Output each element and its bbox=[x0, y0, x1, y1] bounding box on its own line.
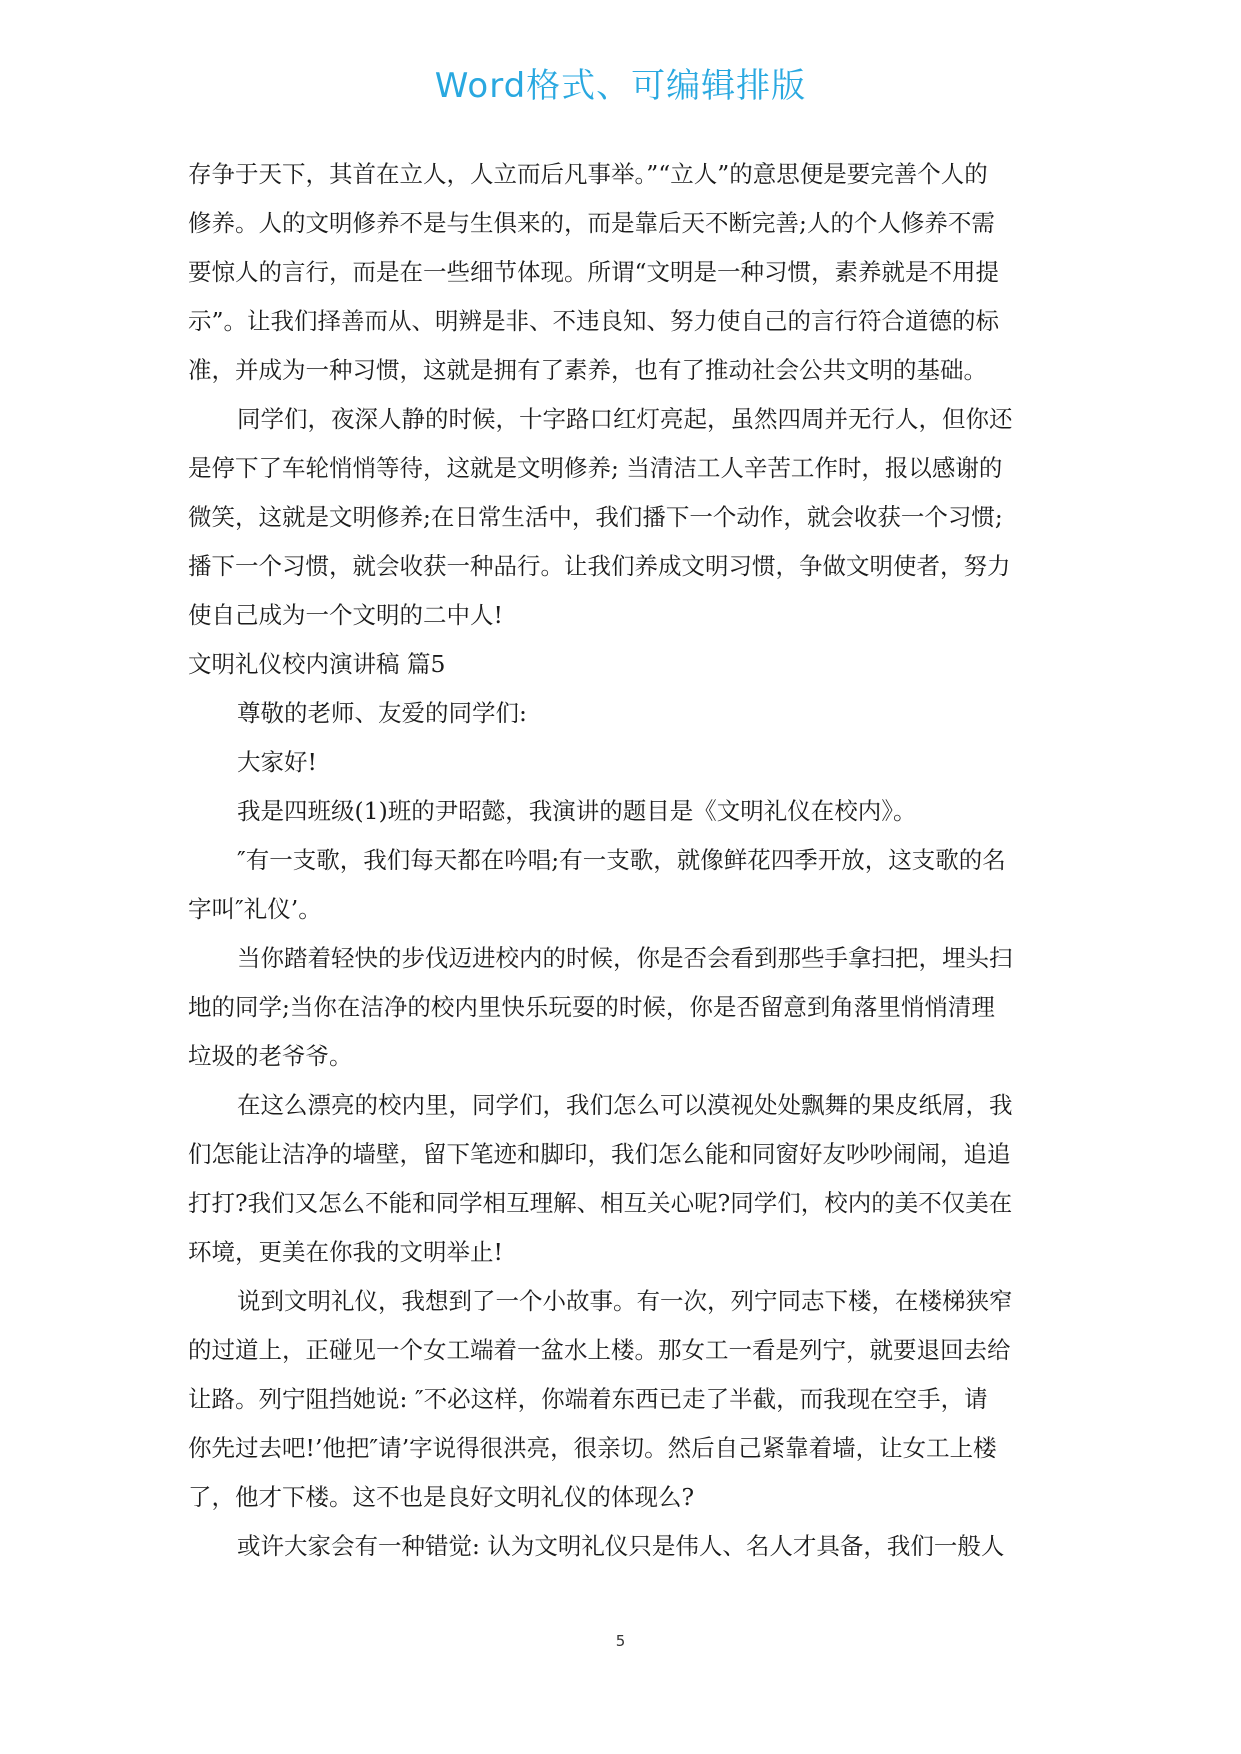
body-line: 说到文明礼仪，我想到了一个小故事。有一次，列宁同志下楼，在楼梯狭窄 bbox=[237, 1287, 1013, 1315]
body-line: 我是四班级(1)班的尹昭懿，我演讲的题目是《文明礼仪在校内》。 bbox=[237, 797, 917, 825]
body-line: 字叫″礼仪’。 bbox=[188, 895, 322, 923]
document-body bbox=[188, 150, 1060, 1571]
section-heading: 文明礼仪校内演讲稿 篇5 bbox=[188, 650, 446, 678]
body-line: 播下一个习惯，就会收获一种品行。让我们养成文明习惯，争做文明使者，努力 bbox=[188, 552, 1011, 580]
body-line: 示”。让我们择善而从、明辨是非、不违良知、努力使自己的言行符合道德的标 bbox=[188, 307, 1000, 335]
body-line: 的过道上，正碰见一个女工端着一盆水上楼。那女工一看是列宁，就要退回去给 bbox=[188, 1336, 1011, 1364]
body-line: 同学们，夜深人静的时候，十字路口红灯亮起，虽然四周并无行人，但你还 bbox=[237, 405, 1013, 433]
body-line: 要惊人的言行，而是在一些细节体现。所谓“文明是一种习惯，素养就是不用提 bbox=[188, 258, 1000, 286]
body-line: 打打?我们又怎么不能和同学相互理解、相互关心呢?同学们，校内的美不仅美在 bbox=[188, 1189, 1013, 1217]
body-line: 地的同学;当你在洁净的校内里快乐玩耍的时候，你是否留意到角落里悄悄清理 bbox=[188, 993, 995, 1021]
body-line: 微笑，这就是文明修养;在日常生活中，我们播下一个动作，就会收获一个习惯; bbox=[188, 503, 1003, 531]
body-line: 们怎能让洁净的墙壁，留下笔迹和脚印，我们怎么能和同窗好友吵吵闹闹，追追 bbox=[188, 1140, 1011, 1168]
body-line: 当你踏着轻快的步伐迈进校内的时候，你是否会看到那些手拿扫把，埋头扫 bbox=[237, 944, 1013, 972]
body-line: 了，他才下楼。这不也是良好文明礼仪的体现么? bbox=[188, 1483, 695, 1511]
body-line: 存争于天下，其首在立人，人立而后凡事举。”“立人”的意思便是要完善个人的 bbox=[188, 160, 988, 188]
body-line: 是停下了车轮悄悄等待，这就是文明修养; 当清洁工人辛苦工作时，报以感谢的 bbox=[188, 454, 1003, 482]
body-line: 环境，更美在你我的文明举止! bbox=[188, 1238, 503, 1266]
body-line: 修养。人的文明修养不是与生俱来的，而是靠后天不断完善;人的个人修养不需 bbox=[188, 209, 995, 237]
body-line: 或许大家会有一种错觉: 认为文明礼仪只是伟人、名人才具备，我们一般人 bbox=[237, 1532, 1005, 1560]
body-line: ″有一支歌，我们每天都在吟唱;有一支歌，就像鲜花四季开放，这支歌的名 bbox=[237, 846, 1006, 874]
greeting: 大家好! bbox=[237, 748, 317, 776]
body-line: 使自己成为一个文明的二中人! bbox=[188, 601, 503, 629]
body-line: 准，并成为一种习惯，这就是拥有了素养，也有了推动社会公共文明的基础。 bbox=[188, 356, 987, 384]
body-line: 在这么漂亮的校内里，同学们，我们怎么可以漠视处处飘舞的果皮纸屑，我 bbox=[237, 1091, 1013, 1119]
body-line: 你先过去吧!’他把″请’字说得很洪亮，很亲切。然后自己紧靠着墙，让女工上楼 bbox=[188, 1434, 997, 1462]
body-line: 让路。列宁阻挡她说: ″不必这样，你端着东西已走了半截，而我现在空手，请 bbox=[188, 1385, 988, 1413]
body-line: 垃圾的老爷爷。 bbox=[188, 1042, 353, 1070]
page-header-title: Word格式、可编辑排版 bbox=[434, 66, 807, 106]
page-number: 5 bbox=[615, 1632, 626, 1650]
salutation: 尊敬的老师、友爱的同学们: bbox=[237, 699, 527, 727]
